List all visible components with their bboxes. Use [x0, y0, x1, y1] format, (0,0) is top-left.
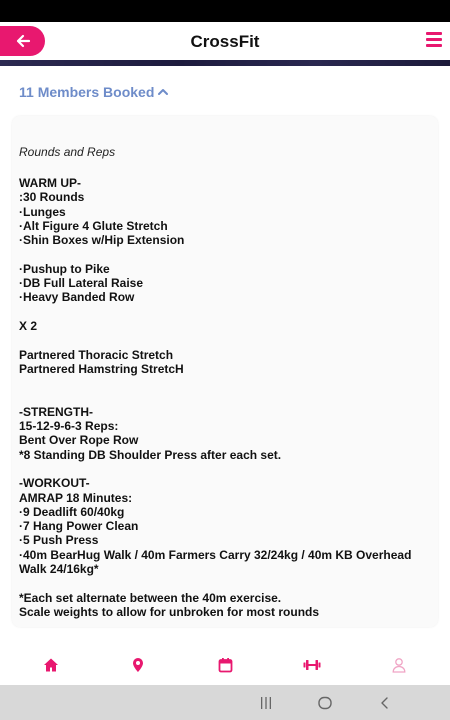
nav-workouts[interactable] [302, 655, 322, 675]
system-navigation-bar [0, 685, 450, 720]
calendar-icon [218, 657, 233, 673]
status-bar [0, 0, 450, 22]
dumbbell-icon [303, 657, 321, 673]
home-button[interactable] [315, 693, 335, 713]
hamburger-menu-icon[interactable] [426, 32, 442, 48]
header-banner-stripe [0, 60, 450, 66]
nav-home[interactable] [41, 655, 61, 675]
recent-apps-icon [259, 696, 273, 710]
location-pin-icon [131, 657, 145, 673]
nav-profile[interactable] [389, 655, 409, 675]
nav-calendar[interactable] [215, 655, 235, 675]
back-nav-button[interactable] [375, 693, 395, 713]
nav-location[interactable] [128, 655, 148, 675]
profile-icon [392, 657, 406, 673]
workout-description: WARM UP- :30 Rounds ·Lunges ·Alt Figure 4 Glute Stretch ·Shin Boxes w/Hip Extension ·Pushup to Pike ·DB Full Lateral Raise ·Heavy Banded Row X 2 Partnered Thoracic Stretch Partnered Hamstring StretcH -STRENGTH- 15-12-9-6-3 Reps: Bent Over Rope Row *8 Standing DB Shoulder Press after each set. -WORKOUT- AMRAP 18 Minutes: ·9 Deadlift 60/40kg ·7 Hang Power Clean ·5 Push Press ·40m BearHug Walk / 40m Farmers Carry 32/24kg / 40m KB Overhead Walk 24/16kg* *Each set alternate between the 40m exercise. Scale weights to allow for unbroken for most rounds [19, 176, 412, 619]
recent-apps-button[interactable] [256, 693, 276, 713]
page-title: CrossFit [190, 32, 260, 51]
chevron-up-icon [157, 87, 169, 97]
members-booked-toggle[interactable] [19, 84, 169, 100]
home-icon [43, 657, 59, 673]
bottom-navigation [0, 645, 450, 685]
app-header [0, 22, 450, 60]
members-booked-label: 11 Members Booked [19, 84, 155, 100]
workout-card [12, 116, 438, 627]
chevron-left-icon [378, 696, 392, 710]
home-circle-icon [317, 695, 333, 711]
workout-type: Rounds and Reps [19, 145, 116, 159]
